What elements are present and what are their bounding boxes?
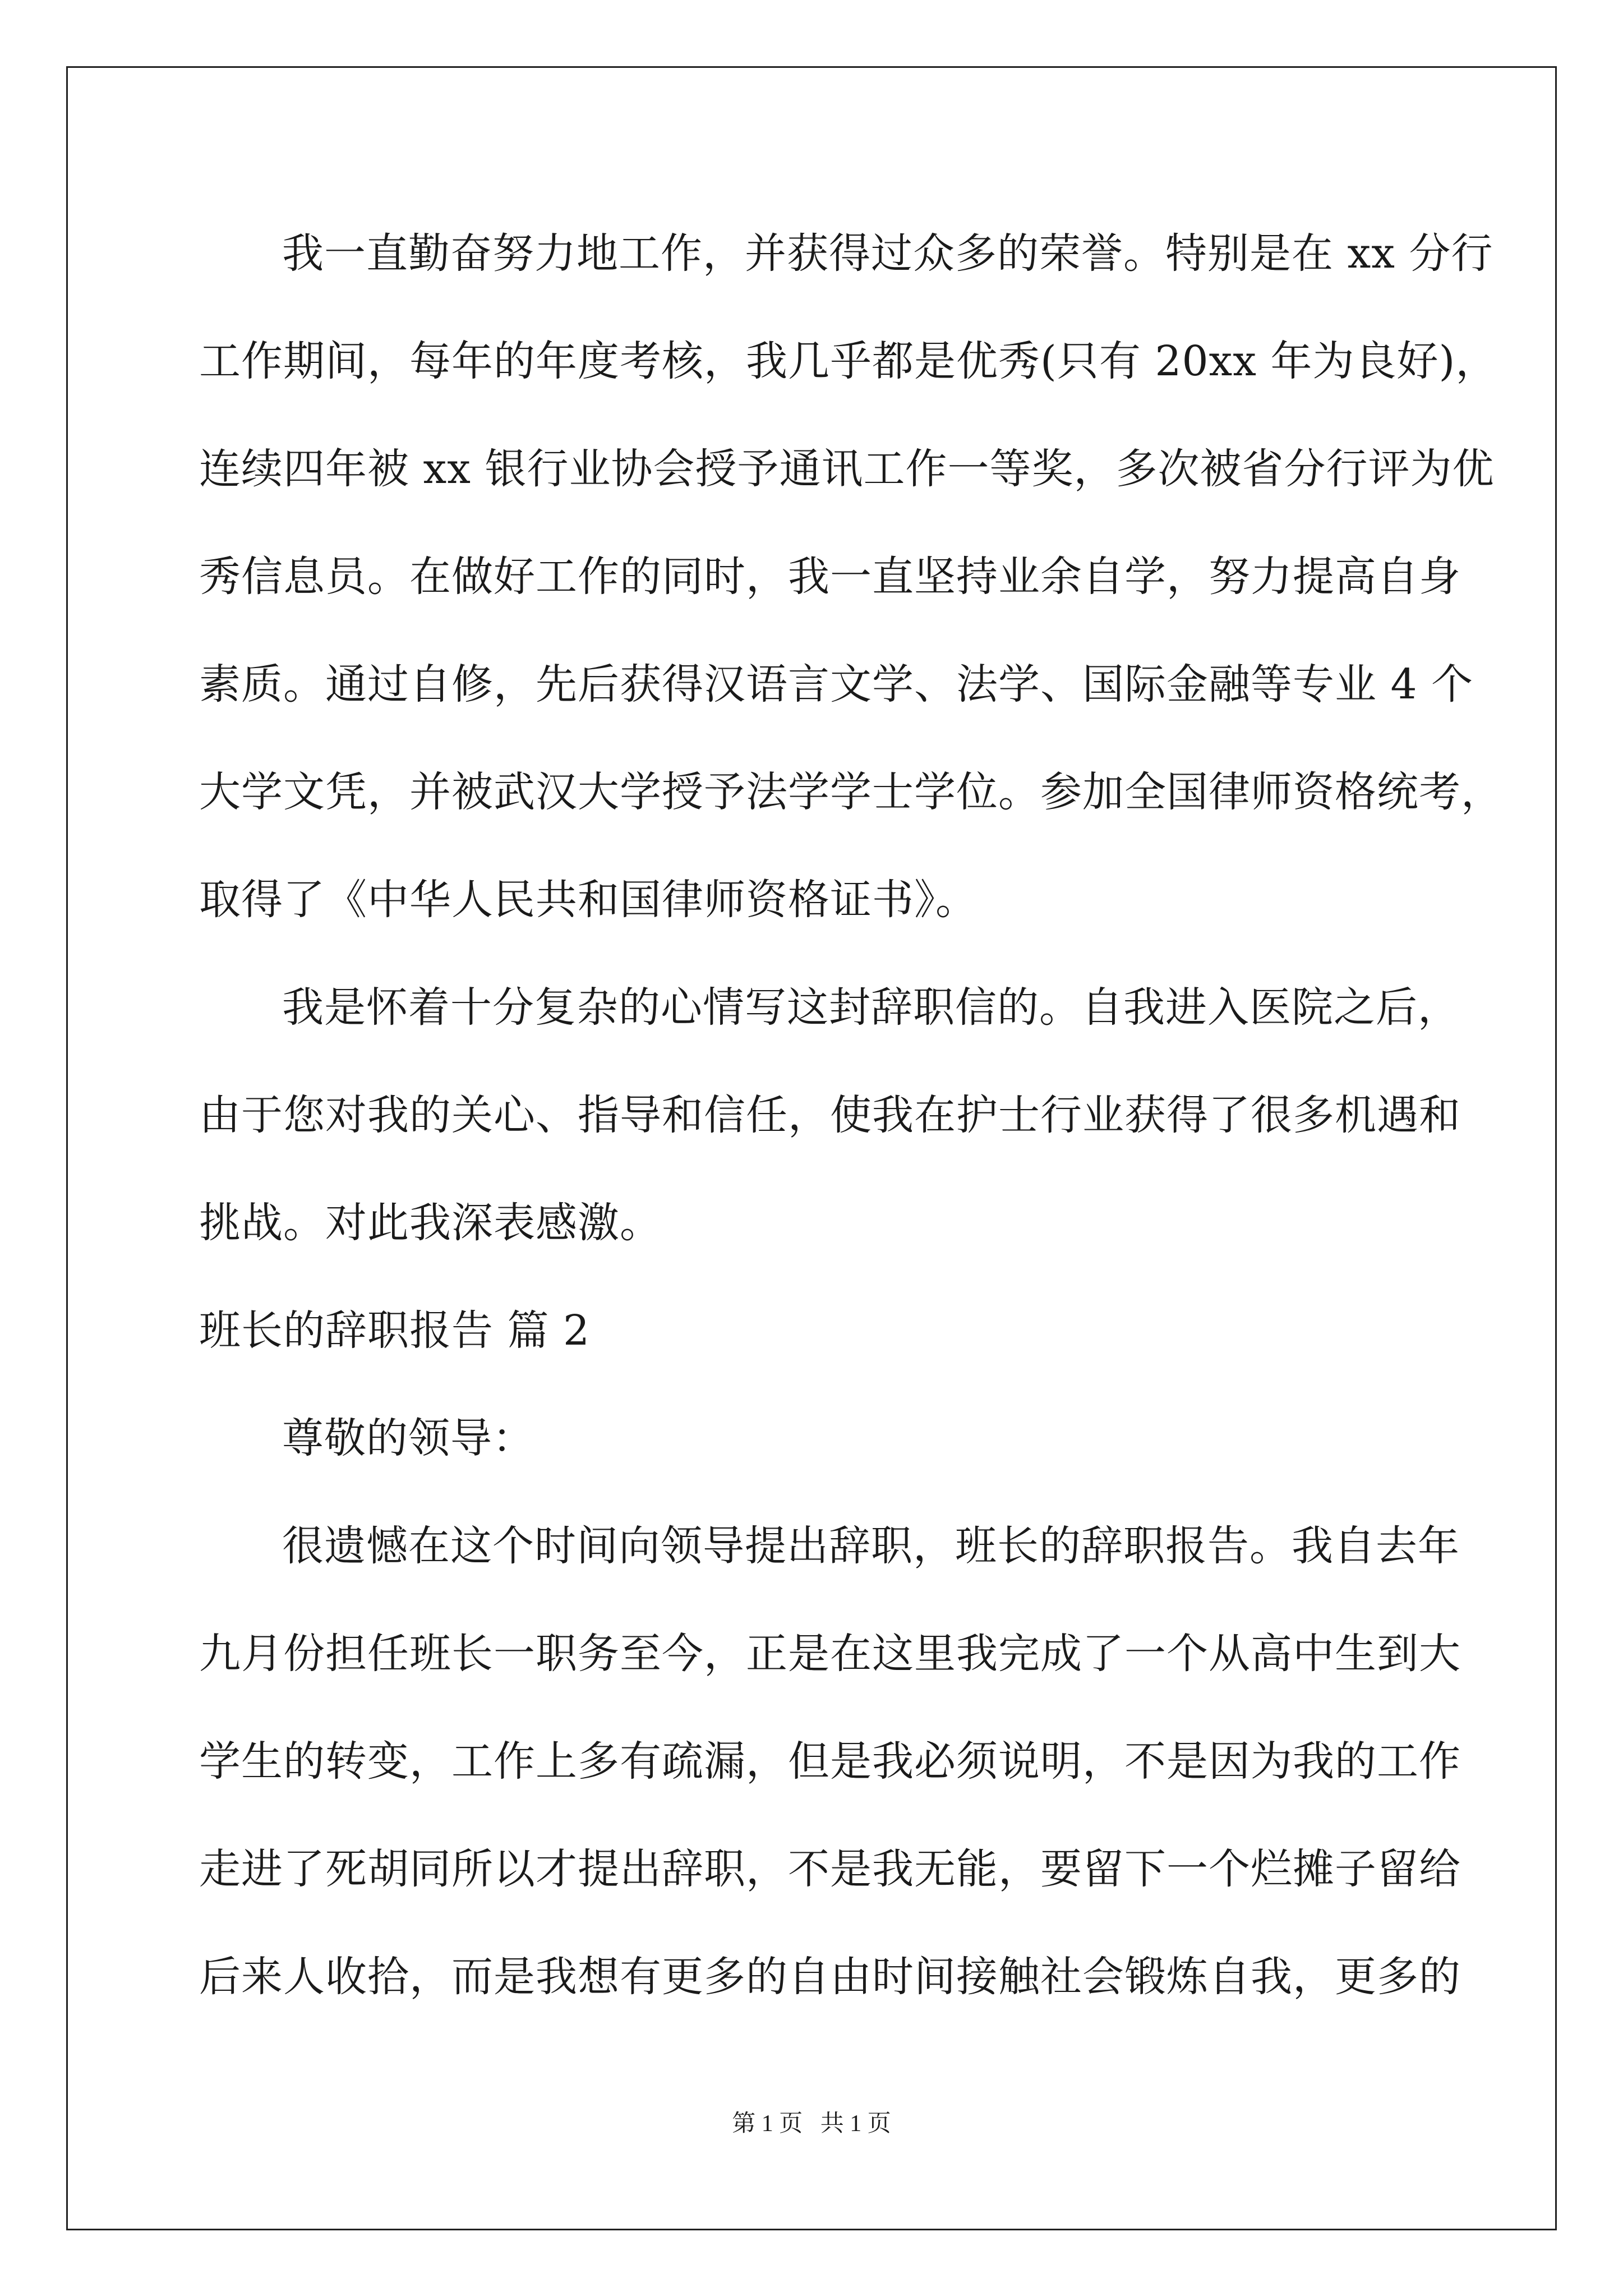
text-line: 素质。通过自修，先后获得汉语言文学、法学、国际金融等专业 4 个 — [199, 660, 1474, 708]
text-line: 后来人收拾，而是我想有更多的自由时间接触社会锻炼自我，更多的 — [199, 1953, 1461, 2001]
text-line: 工作期间，每年的年度考核，我几乎都是优秀(只有 20xx 年为良好)， — [199, 337, 1498, 385]
text-line: 我一直勤奋努力地工作，并获得过众多的荣誉。特别是在 xx 分行 — [282, 229, 1493, 278]
text-line: 秀信息员。在做好工作的同时，我一直坚持业余自学，努力提高自身 — [199, 553, 1461, 601]
text-line: 学生的转变，工作上多有疏漏，但是我必须说明，不是因为我的工作 — [199, 1737, 1461, 1786]
paragraph-2 — [199, 973, 1461, 1296]
text-line: 我是怀着十分复杂的心情写这封辞职信的。自我进入医院之后， — [282, 983, 1460, 1032]
text-line: 很遗憾在这个时间向领导提出辞职，班长的辞职报告。我自去年 — [282, 1522, 1460, 1570]
paragraph-3 — [199, 1511, 1461, 2050]
page-number-footer: 第 1 页 共 1 页 — [732, 2111, 891, 2137]
text-line: 走进了死胡同所以才提出辞职，不是我无能，要留下一个烂摊子留给 — [199, 1845, 1461, 1893]
section-heading: 班长的辞职报告 篇 2 — [199, 1306, 591, 1355]
text-line: 大学文凭，并被武汉大学授予法学学士学位。参加全国律师资格统考， — [199, 768, 1503, 816]
text-line: 取得了《中华人民共和国律师资格证书》。 — [199, 876, 978, 924]
text-line: 挑战。对此我深表感激。 — [199, 1199, 662, 1247]
text-line: 九月份担任班长一职务至今，正是在这里我完成了一个从高中生到大 — [199, 1630, 1461, 1678]
paragraph-1 — [199, 219, 1503, 973]
text-line: 由于您对我的关心、指导和信任，使我在护士行业获得了很多机遇和 — [199, 1091, 1461, 1139]
salutation: 尊敬的领导： — [282, 1414, 534, 1462]
text-line: 连续四年被 xx 银行业协会授予通讯工作一等奖，多次被省分行评为优 — [199, 445, 1495, 493]
document-body — [199, 219, 1503, 2050]
